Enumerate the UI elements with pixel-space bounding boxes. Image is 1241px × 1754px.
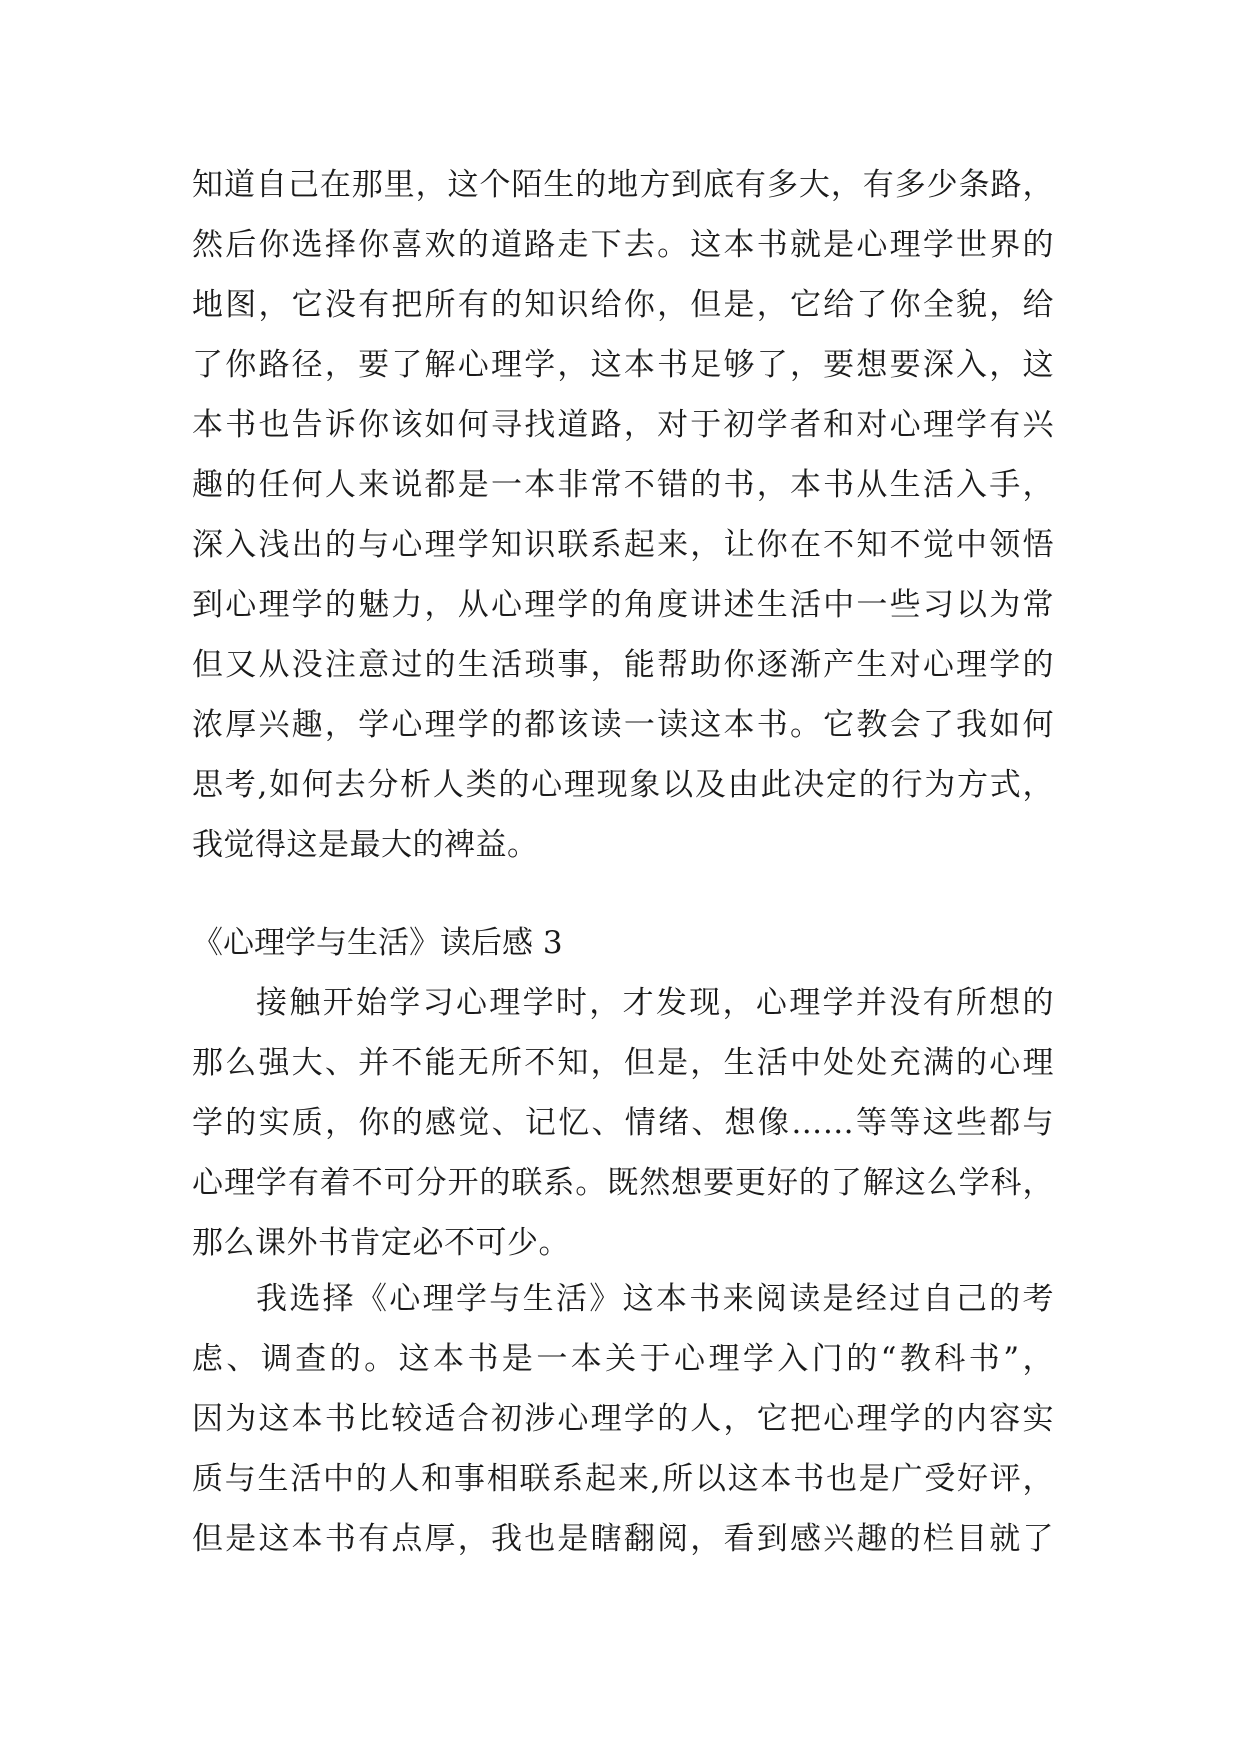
- text-line: 思考,如何去分析人类的心理现象以及由此决定的行为方式，: [192, 767, 1054, 803]
- text-line: 到心理学的魅力，从心理学的角度讲述生活中一些习以为常: [192, 587, 1054, 623]
- text-line: 心理学有着不可分开的联系。既然想要更好的了解这么学科，: [192, 1165, 1054, 1201]
- paragraph-continuation: [192, 155, 1054, 875]
- text-line: 深入浅出的与心理学知识联系起来，让你在不知不觉中领悟: [192, 527, 1054, 563]
- text-line: 我觉得这是最大的裨益。: [192, 827, 539, 863]
- text-line: 那么课外书肯定必不可少。: [192, 1225, 570, 1261]
- text-line: 地图，它没有把所有的知识给你，但是，它给了你全貌，给: [192, 287, 1054, 323]
- paragraph-2: [192, 1269, 1054, 1569]
- text-line: 学的实质，你的感觉、记忆、情绪、想像……等等这些都与: [192, 1105, 1054, 1141]
- section-heading: 《心理学与生活》读后感 3: [192, 925, 563, 961]
- text-line: 但又从没注意过的生活琐事，能帮助你逐渐产生对心理学的: [192, 647, 1054, 683]
- text-line: 因为这本书比较适合初涉心理学的人，它把心理学的内容实: [192, 1401, 1054, 1437]
- text-line: 接触开始学习心理学时，才发现，心理学并没有所想的: [256, 985, 1054, 1021]
- text-line: 浓厚兴趣，学心理学的都该读一读这本书。它教会了我如何: [192, 707, 1054, 743]
- text-line: 我选择《心理学与生活》这本书来阅读是经过自己的考: [256, 1281, 1054, 1317]
- paragraph-1: [192, 973, 1054, 1273]
- text-line: 但是这本书有点厚，我也是瞎翻阅，看到感兴趣的栏目就了: [192, 1521, 1054, 1557]
- text-line: 了你路径，要了解心理学，这本书足够了，要想要深入，这: [192, 347, 1054, 383]
- text-line: 质与生活中的人和事相联系起来,所以这本书也是广受好评，: [192, 1461, 1054, 1497]
- text-line: 知道自己在那里，这个陌生的地方到底有多大，有多少条路，: [192, 167, 1054, 203]
- text-line: 那么强大、并不能无所不知，但是，生活中处处充满的心理: [192, 1045, 1054, 1081]
- text-line: 本书也告诉你该如何寻找道路，对于初学者和对心理学有兴: [192, 407, 1054, 443]
- text-line: 然后你选择你喜欢的道路走下去。这本书就是心理学世界的: [192, 227, 1054, 263]
- text-line: 趣的任何人来说都是一本非常不错的书，本书从生活入手，: [192, 467, 1054, 503]
- text-line: 虑、调查的。这本书是一本关于心理学入门的“教科书”，: [192, 1341, 1054, 1377]
